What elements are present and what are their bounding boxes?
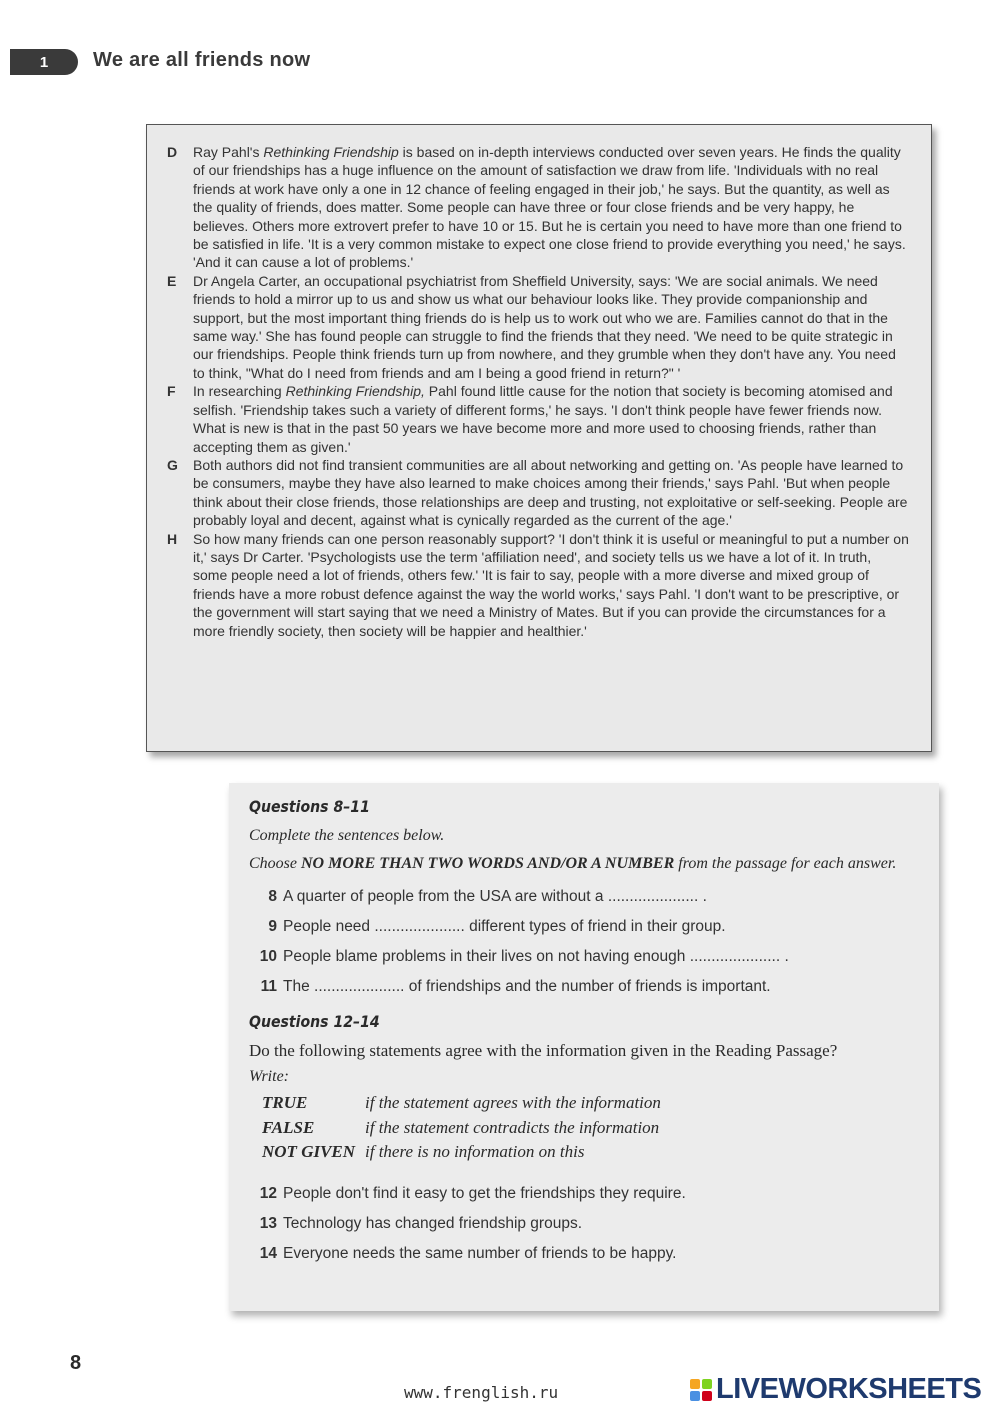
question-item xyxy=(249,1179,919,1209)
question-number: 13 xyxy=(259,1214,277,1232)
paragraph-text-part: In researching xyxy=(193,383,286,400)
question-item xyxy=(249,1209,919,1239)
paragraph-text-part: Dr Angela Carter, an occupational psychiatrist from Sheffield University, says: 'We are social animals. We need friends to hold a mirror up to us and show us what our behaviour looks like. They provide companionship and support, but the most important thing friends do is help us to work out who we are. Families cannot do that in the same way.' She has found people can struggle to find the friends that they need. 'We need to be quite strategic in our friendships. People think friends turn up from nowhere, and they grumble when they don't have any. You need to think, "What do I need from friends and am I being a good friend in return?" ' xyxy=(193,272,896,381)
question-number: 11 xyxy=(260,978,277,995)
brand-logo-icon xyxy=(690,1379,712,1401)
paragraph-letter: G xyxy=(167,456,178,473)
paragraph-text xyxy=(193,272,909,382)
question-text: People blame problems in their lives on not having enough ..................... . xyxy=(283,948,789,965)
question-text: The ..................... of friendships and the number of friends is important. xyxy=(283,978,771,995)
question-item xyxy=(249,882,919,912)
paragraph-text-part: Both authors did not find transient communities are all about networking and getting on. 'As people have learned to be consumers, maybe they have also learned to make choices among their friends,' says Pahl. 'But when people think about their close friends, those relationships are deep and trusting, not exploitative or self-seeking. People are probably loyal and decent, against what is cynically regarded as the current of the age.' xyxy=(193,456,908,529)
question-item xyxy=(249,1239,919,1269)
question-item xyxy=(249,912,919,942)
brand-logo-square xyxy=(702,1379,712,1389)
paragraph-text xyxy=(193,382,909,456)
legend-row xyxy=(262,1116,919,1141)
paragraph-letter: D xyxy=(167,144,178,160)
instruction-agree: Do the following statements agree with the information given in the Reading Passage? xyxy=(249,1041,838,1060)
paragraph-h xyxy=(167,530,909,640)
paragraph-text xyxy=(193,143,909,272)
unit-number-tab xyxy=(10,49,78,75)
question-text: People need ..................... different types of friend in their group. xyxy=(283,918,726,935)
paragraph-text-part: So how many friends can one person reasonably support? 'I don't think it is useful or meaningful to put a number on it,' says Dr Carter. 'Psychologists use the term 'affiliation need', and society tells us we have a lot of it. In truth, some people need a lot of friends, others few.' 'It is fair to say, people with a more diverse and mixed group of friends have a more robust defence against the way the world works,' says Pahl. 'I don't want to be prescriptive, or the government will start saying that we need a Ministry of Mates. But if you can provide the circumstances for a more friendly society, then society will be happier and healthier.' xyxy=(193,530,909,639)
paragraph-letter: F xyxy=(167,383,176,400)
question-number: 14 xyxy=(259,1244,277,1262)
paragraph-g xyxy=(167,456,909,530)
question-number: 12 xyxy=(259,1184,277,1202)
paragraph-letter: H xyxy=(167,530,178,547)
paragraph-text-part: Ray Pahl's xyxy=(193,144,264,160)
liveworksheets-brand xyxy=(690,1373,981,1406)
questions-panel xyxy=(229,783,939,1311)
answer-legend xyxy=(262,1091,919,1165)
book-title: Rethinking Friendship, xyxy=(285,383,425,400)
unit-title: We are all friends now xyxy=(93,49,311,71)
legend-key: NOT GIVEN xyxy=(262,1142,356,1161)
question-number: 9 xyxy=(268,918,277,935)
instruction-choose-pre: Choose xyxy=(249,855,301,872)
reading-passage xyxy=(146,124,932,752)
paragraph-text xyxy=(193,456,909,530)
question-item xyxy=(249,972,919,1002)
instruction-choose xyxy=(249,854,919,874)
brand-logo-square xyxy=(690,1379,700,1389)
instruction-write: Write: xyxy=(249,1068,289,1085)
paragraph-text-part: is based on in-depth interviews conducted over seven years. He finds the quality of our friendships has a huge influence on the amount of satisfaction we draw from life. 'Individuals with no real friends at work have only a one in 12 chance of feeling engaged in their job,' he says. But the quantity, as well as the quality of friends, does matter. Some people can have three or four close friends and be very happy, he believes. Others more extrovert prefer to have 10 or 15. But he is certain you need to have more than one friend to be satisfied in life. 'It is a very common mistake to expect one close friend to provide everything you need,' he says. 'And it can cause a lot of problems.' xyxy=(193,144,906,271)
legend-value: if there is no information on this xyxy=(365,1142,585,1161)
question-text: Everyone needs the same number of friends to be happy. xyxy=(283,1244,677,1262)
footer-url: www.frenglish.ru xyxy=(404,1383,559,1402)
questions-8-11-list xyxy=(249,882,919,1002)
legend-value: if the statement contradicts the information xyxy=(365,1117,660,1137)
questions-12-14-list xyxy=(249,1179,919,1269)
legend-row xyxy=(262,1091,919,1116)
legend-key: TRUE xyxy=(262,1093,308,1112)
brand-logo-square xyxy=(690,1391,700,1401)
instruction-choose-bold: NO MORE THAN TWO WORDS AND/OR A NUMBER xyxy=(301,855,675,872)
legend-row xyxy=(262,1140,919,1165)
question-item xyxy=(249,942,919,972)
questions-12-14-heading: Questions 12–14 xyxy=(249,1012,380,1031)
question-text: Technology has changed friendship groups. xyxy=(283,1214,583,1232)
question-text: A quarter of people from the USA are without a ..................... . xyxy=(283,888,707,905)
questions-8-11-heading: Questions 8–11 xyxy=(249,797,370,816)
legend-value: if the statement agrees with the information xyxy=(365,1093,661,1112)
legend-key: FALSE xyxy=(262,1117,315,1137)
unit-number: 1 xyxy=(39,53,49,71)
paragraph-f xyxy=(167,382,909,456)
paragraph-e xyxy=(167,272,909,382)
paragraph-text xyxy=(193,530,909,640)
paragraph-letter: E xyxy=(167,272,177,289)
question-number: 10 xyxy=(259,948,277,965)
paragraph-text-part: Pahl found little cause for the notion that society is becoming atomised and selfish. 'Friendship takes such a variety of different forms,' he says. 'I don't think people have fewer friends now. What is new is that in the past 50 years we have become more and more used to choosing friends, rather than accepting them as given.' xyxy=(193,383,893,455)
question-number: 8 xyxy=(268,888,277,905)
brand-text: LIVEWORKSHEETS xyxy=(716,1373,982,1405)
page-number: 8 xyxy=(70,1352,82,1374)
instruction-choose-post: from the passage for each answer. xyxy=(674,855,897,872)
question-text: People don't find it easy to get the friendships they require. xyxy=(283,1184,686,1202)
book-title: Rethinking Friendship xyxy=(263,144,399,160)
paragraph-d xyxy=(167,143,909,272)
brand-logo-square xyxy=(702,1391,712,1401)
instruction-complete: Complete the sentences below. xyxy=(249,827,445,844)
